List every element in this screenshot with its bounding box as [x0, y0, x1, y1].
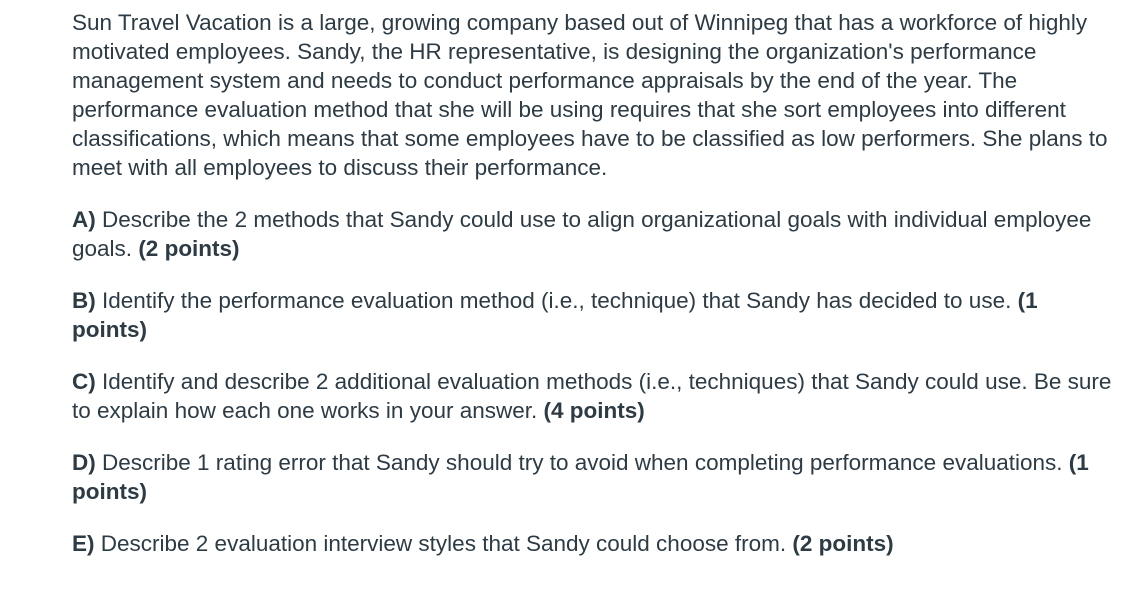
question-text: Describe 2 evaluation interview styles that Sandy could choose from. — [100, 531, 787, 556]
question-c — [72, 367, 1112, 425]
question-text: Identify the performance evaluation method (i.e., technique) that Sandy has decided to use. — [102, 288, 1012, 313]
intro-paragraph: Sun Travel Vacation is a large, growing company based out of Winnipeg that has a workforce of highly motivated employees. Sandy, the HR representative, is designing the organization's performance management system and needs to conduct performance appraisals by the end of the year. The performance evaluation method that she will be using requires that she sort employees into different classifications, which means that some employees have to be classified as low performers. She plans to meet with all employees to discuss their performance. — [72, 10, 1108, 180]
question-b — [72, 286, 1112, 344]
question-text: Describe 1 rating error that Sandy should try to avoid when completing performance evaluations. — [102, 450, 1063, 475]
question-points: (1 points) — [72, 450, 1089, 504]
question-letter: E) — [72, 531, 95, 556]
question-points: (1 points) — [72, 288, 1038, 342]
question-letter: A) — [72, 207, 96, 232]
question-points: (4 points) — [543, 398, 645, 423]
question-letter: D) — [72, 450, 96, 475]
question-e — [72, 529, 1112, 558]
question-letter: C) — [72, 369, 96, 394]
question-text: Identify and describe 2 additional evaluation methods (i.e., techniques) that Sandy could use. Be sure to explain how each one works in your answer. — [72, 369, 1112, 423]
question-points: (2 points) — [792, 531, 894, 556]
question-text: Describe the 2 methods that Sandy could use to align organizational goals with individual employee goals. — [72, 207, 1092, 261]
question-d — [72, 448, 1112, 506]
question-letter: B) — [72, 288, 96, 313]
question-points: (2 points) — [138, 236, 240, 261]
question-a — [72, 205, 1112, 263]
document-body — [72, 8, 1112, 558]
